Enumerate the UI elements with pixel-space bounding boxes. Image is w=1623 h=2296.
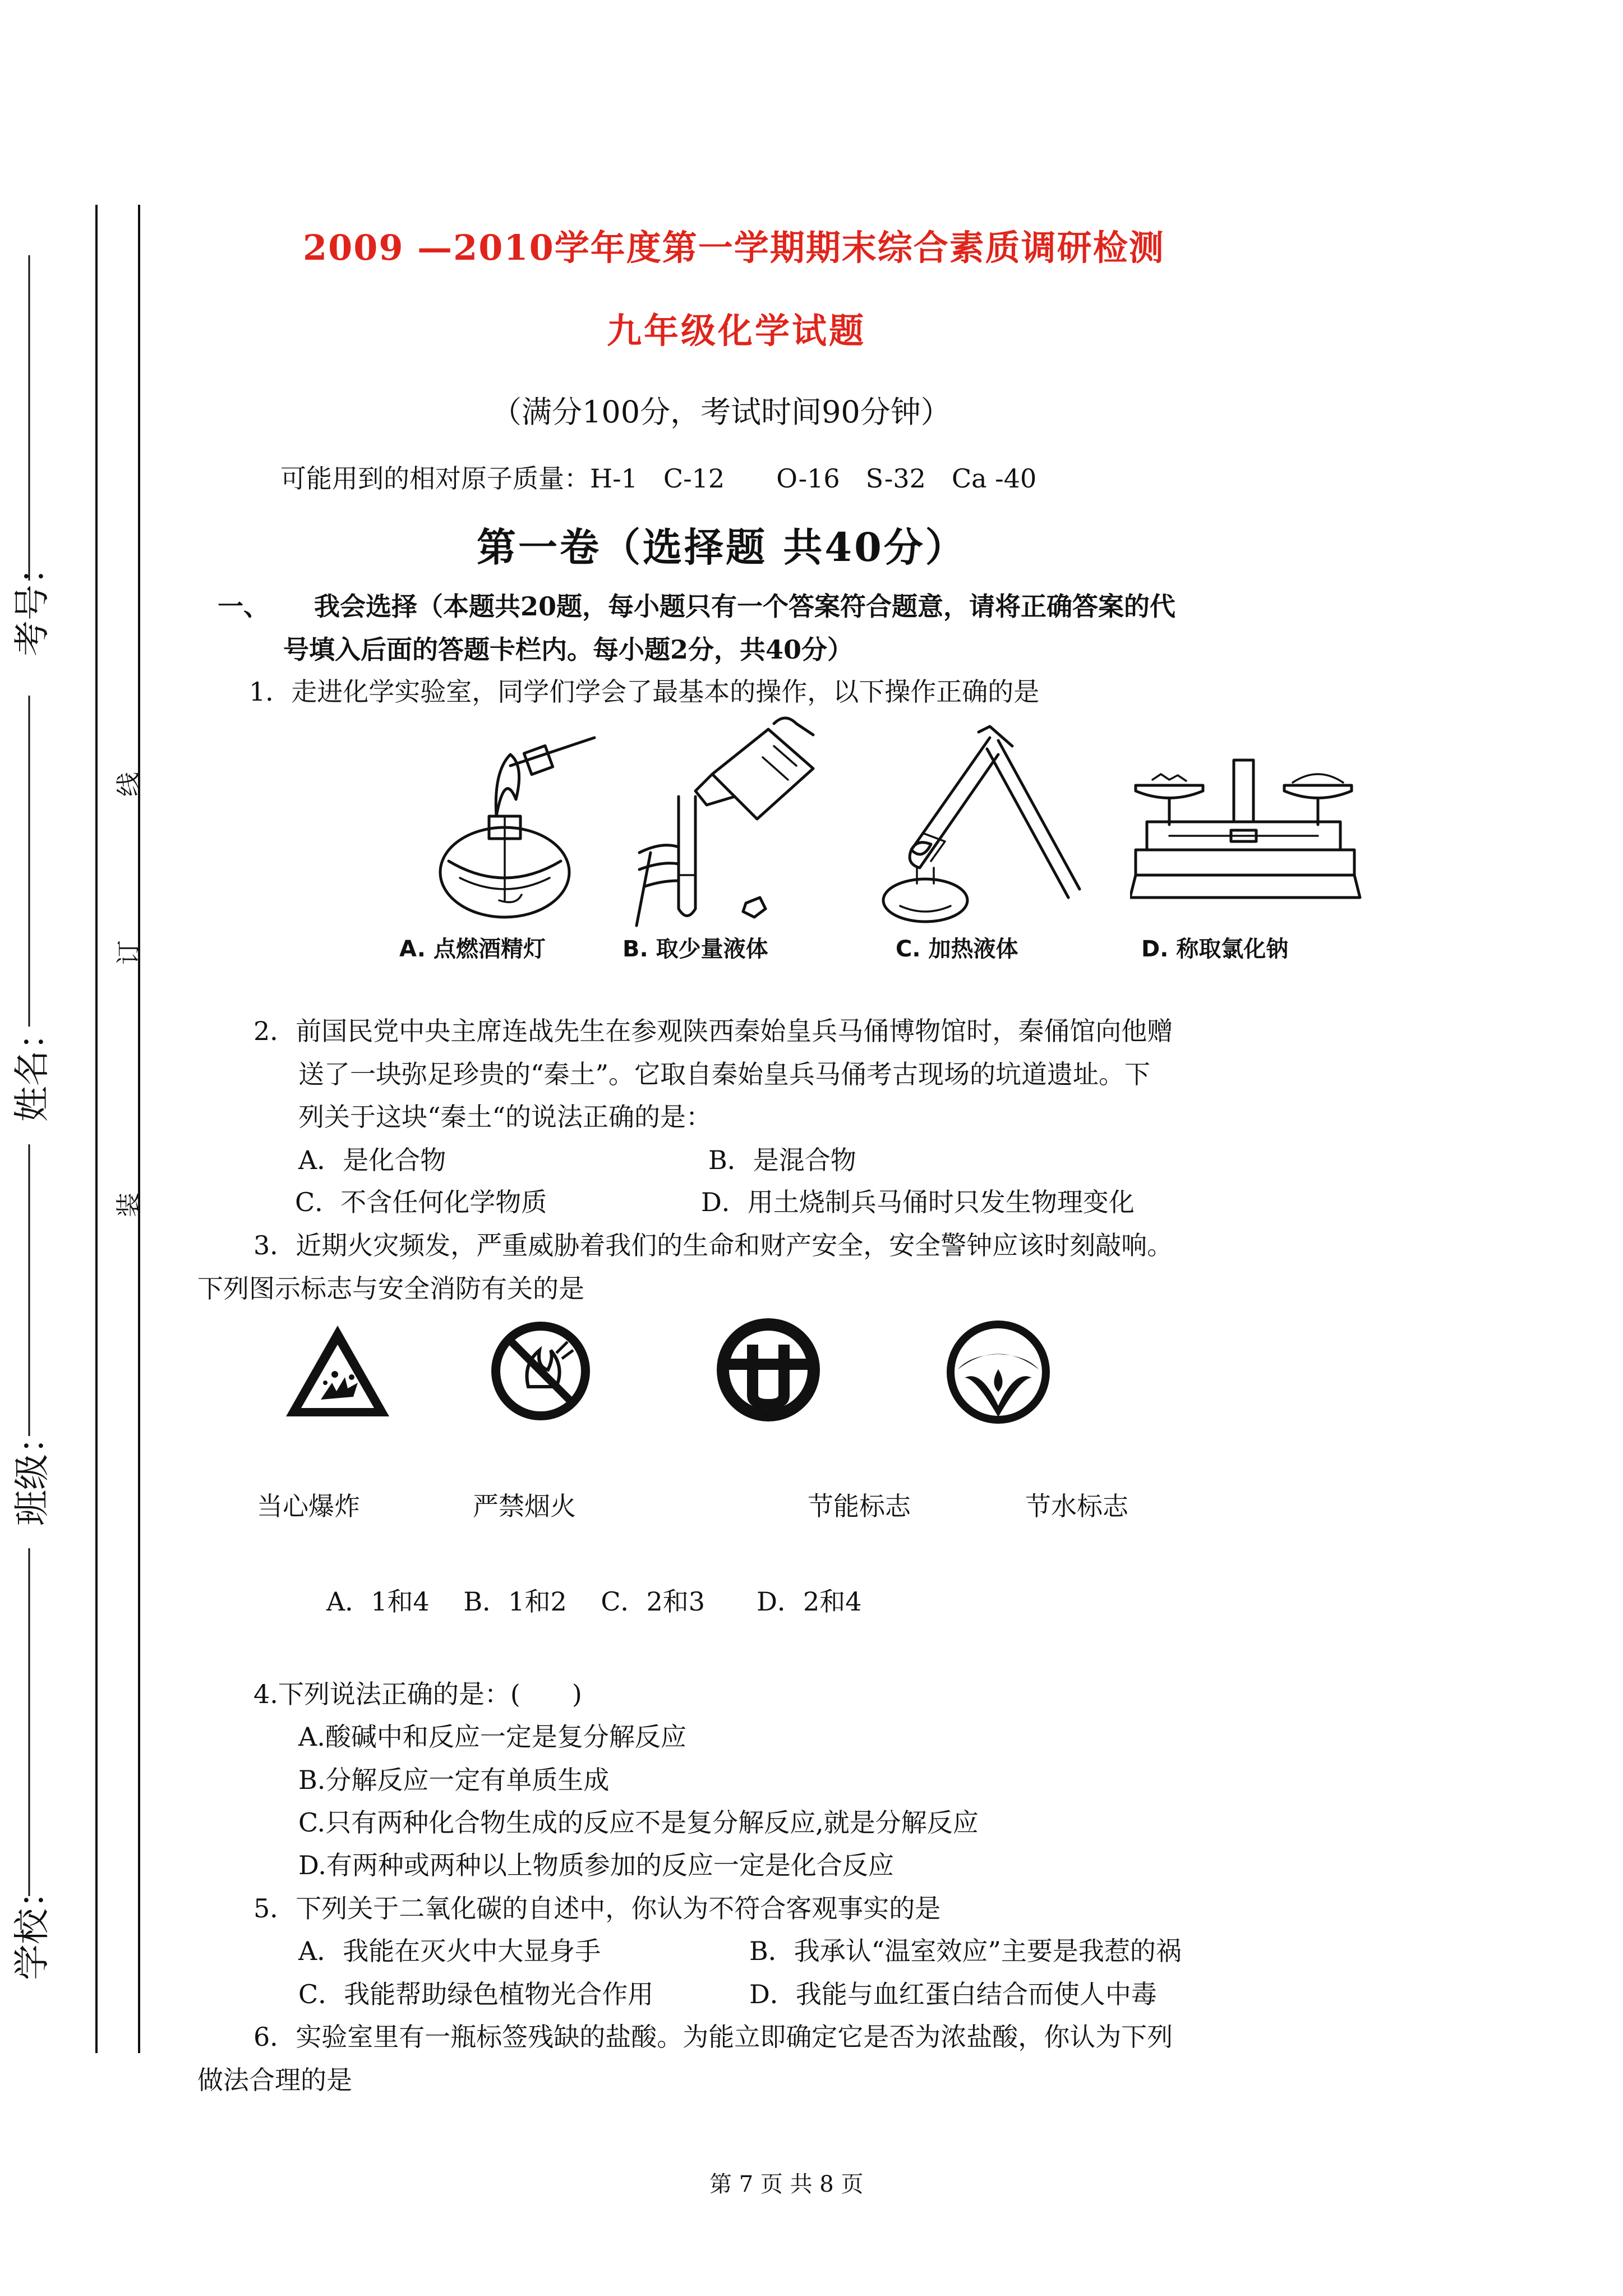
q3-line2: 下列图示标志与安全消防有关的是 <box>197 1273 584 1304</box>
q1-caption-b: B. 取少量液体 <box>623 936 768 962</box>
sign-label-explosion: 当心爆炸 <box>257 1491 360 1521</box>
balance-scale-icon <box>1130 752 1366 903</box>
water-saving-icon <box>942 1316 1054 1428</box>
q4-option-a: A.酸碱中和反应一定是复分解反应 <box>298 1722 686 1752</box>
section-heading-line1: 我会选择（本题共20题，每小题只有一个答案符合题意，请将正确答案的代 <box>314 591 1176 622</box>
sign-label-water: 节水标志 <box>1025 1491 1128 1521</box>
q4-option-d: D.有两种或两种以上物质参加的反应一定是化合反应 <box>298 1850 894 1880</box>
q3-answer-options: A．1和4 B．1和2 C．2和3 D．2和4 <box>326 1586 862 1617</box>
exam-score-time: （满分100分，考试时间90分钟） <box>491 394 951 430</box>
explosion-warning-icon <box>282 1321 394 1422</box>
q1-caption-a: A. 点燃酒精灯 <box>399 936 546 962</box>
q5-option-c: C．我能帮助绿色植物光合作用 <box>298 1979 654 2009</box>
q2-line1: 2．前国民党中央主席连战先生在参观陕西秦始皇兵马俑博物馆时，秦俑馆向他赠 <box>253 1016 1173 1046</box>
q1-caption-c: C. 加热液体 <box>896 936 1018 962</box>
atomic-masses: 可能用到的相对原子质量：H-1 C-12 O-16 S-32 Ca -40 <box>280 463 1037 494</box>
energy-saving-icon <box>712 1314 824 1426</box>
sign-label-no-fire: 严禁烟火 <box>473 1491 576 1521</box>
exam-number-label: 考号： <box>12 549 53 656</box>
q5-stem: 5．下列关于二氧化碳的自述中，你认为不符合客观事实的是 <box>253 1893 941 1924</box>
q5-option-a: A．我能在灭火中大显身手 <box>298 1936 601 1966</box>
q2-option-d: D．用土烧制兵马俑时只发生物理变化 <box>701 1187 1135 1217</box>
binding-mark-staple: 订 <box>114 940 143 965</box>
q5-option-d: D．我能与血红蛋白结合而使人中毒 <box>749 1979 1157 2009</box>
alcohol-lamp-icon <box>426 732 606 923</box>
heating-test-tube-icon <box>878 721 1091 928</box>
q2-line3: 列关于这块“秦土“的说法正确的是： <box>298 1102 712 1132</box>
q6-line2: 做法合理的是 <box>197 2065 352 2095</box>
binding-mark-bind: 装 <box>114 1193 143 1217</box>
class-label: 班级： <box>12 1418 53 1526</box>
section-number: 一、 <box>218 591 269 622</box>
q4-option-b: B.分解反应一定有单质生成 <box>298 1765 610 1795</box>
q2-option-a: A．是化合物 <box>298 1145 446 1175</box>
q4-option-c: C.只有两种化合物生成的反应不是复分解反应,就是分解反应 <box>298 1807 979 1838</box>
q2-option-c: C．不含任何化学物质 <box>295 1187 547 1217</box>
name-label: 姓名： <box>12 1014 53 1122</box>
q5-option-b: B．我承认“温室效应”主要是我惹的祸 <box>749 1936 1182 1966</box>
section-heading-line2: 号填入后面的答题卡栏内。每小题2分，共40分） <box>283 634 854 665</box>
school-label: 学校： <box>12 1872 53 1980</box>
q6-line1: 6．实验室里有一瓶标签残缺的盐酸。为能立即确定它是否为浓盐酸，你认为下列 <box>253 2022 1173 2052</box>
q2-line2: 送了一块弥足珍贵的“秦土”。它取自秦始皇兵马俑考古现场的坑道遗址。下 <box>298 1059 1151 1089</box>
q2-option-b: B．是混合物 <box>708 1145 856 1175</box>
pouring-liquid-icon <box>628 712 830 931</box>
q3-line1: 3．近期火灾频发，严重威胁着我们的生命和财产安全，安全警钟应该时刻敲响。 <box>253 1230 1173 1260</box>
binding-mark-line: 线 <box>114 772 143 797</box>
q1-stem: 1．走进化学实验室，同学们学会了最基本的操作，以下操作正确的是 <box>249 677 1040 707</box>
exam-subject-title: 九年级化学试题 <box>607 310 866 351</box>
q1-caption-d: D. 称取氯化钠 <box>1141 936 1289 962</box>
exam-title: 2009 —2010学年度第一学期期末综合素质调研检测 <box>303 227 1165 268</box>
no-fire-icon <box>489 1319 593 1423</box>
sign-label-energy: 节能标志 <box>808 1491 911 1521</box>
q4-stem: 4.下列说法正确的是：( ) <box>253 1679 582 1709</box>
volume-heading: 第一卷（选择题 共40分） <box>477 524 967 570</box>
page-footer: 第 7 页 共 8 页 <box>709 2171 864 2197</box>
